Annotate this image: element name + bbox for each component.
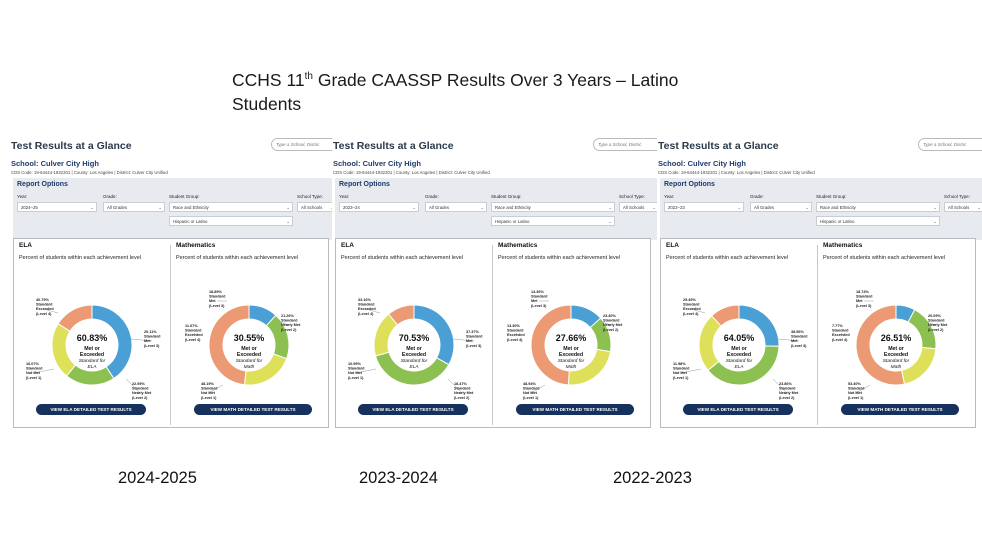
school-type-select[interactable]	[297, 202, 335, 212]
slice-annotation: Not Met	[348, 371, 362, 376]
chevron-down-icon: ⌄	[286, 205, 290, 210]
slice-annotation: (Level 2)	[281, 327, 297, 332]
school-type-select-value: All Schools	[623, 205, 645, 210]
slice-annotation: Not Met	[523, 391, 537, 396]
slice-annotation: Exceeded	[683, 307, 701, 312]
year-caption: 2024-2025	[118, 469, 197, 487]
slice-annotation: Standard	[848, 386, 865, 391]
slice-annotation: Standard	[928, 318, 945, 323]
grade-select[interactable]	[103, 202, 165, 212]
chevron-down-icon: ⌄	[412, 205, 416, 210]
year-select[interactable]	[339, 202, 419, 212]
slice-annotation: (Level 3)	[856, 303, 872, 308]
grade-label: Grade:	[103, 194, 117, 199]
student-group-select-value: Race and Ethnicity	[820, 205, 856, 210]
school-meta: CDS Code: 19-64444-1932201 | County: Los Angeles | District: Culver City Unified	[658, 170, 815, 175]
chevron-down-icon: ⌄	[737, 205, 741, 210]
chevron-down-icon: ⌄	[286, 219, 290, 224]
center-label: Exceeded	[883, 352, 909, 358]
slice-annotation: Nearly Met	[928, 323, 948, 328]
center-caption: Standard for	[400, 359, 428, 364]
slice-annotation: Standard	[673, 366, 690, 371]
center-label: Exceeded	[726, 352, 752, 358]
slice-annotation: Met	[209, 299, 216, 304]
slice-annotation: Exceeded	[358, 307, 376, 312]
slice-annotation: (Level 3)	[791, 343, 807, 348]
slice-annotation: 23.86%	[779, 382, 792, 386]
math-heading: Mathematics	[176, 242, 216, 249]
school-type-select-value: All Schools	[948, 205, 970, 210]
school-type-label: School Type:	[619, 194, 645, 199]
report-options	[660, 178, 982, 240]
student-group-select[interactable]	[491, 202, 615, 212]
slice-annotation: Standard	[209, 294, 226, 299]
slice-annotation: Met	[856, 299, 863, 304]
subgroup-select-value: Hispanic or Latino	[495, 219, 530, 224]
slice-annotation: Nearly Met	[281, 323, 301, 328]
slice-annotation: 13.30%	[507, 324, 520, 328]
view-ela-results-button[interactable]: VIEW ELA DETAILED TEST RESULTS	[683, 404, 793, 415]
center-caption: ELA	[87, 365, 97, 370]
center-caption: Standard for	[725, 359, 753, 364]
ela-donut-chart	[336, 261, 493, 421]
view-math-results-button[interactable]: VIEW MATH DETAILED TEST RESULTS	[516, 404, 634, 415]
search-input[interactable]: Type a School, Distric	[918, 138, 982, 151]
slice-annotation: (Level 4)	[185, 337, 201, 342]
center-caption: Math	[243, 365, 255, 370]
year-label: Year:	[17, 194, 28, 199]
grade-select[interactable]	[750, 202, 812, 212]
school-name: School: Culver City High	[333, 159, 421, 168]
slice-annotation: Standard	[603, 318, 620, 323]
grade-select[interactable]	[425, 202, 487, 212]
results-box	[13, 238, 329, 428]
donut-slice-level-1[interactable]	[58, 305, 92, 331]
chevron-down-icon: ⌄	[90, 205, 94, 210]
slice-annotation: (Level 1)	[848, 395, 864, 400]
center-percent: 27.66%	[555, 333, 587, 343]
donut-slice-level-2[interactable]	[52, 324, 75, 376]
slice-annotation: Met	[466, 339, 473, 344]
page-title: Test Results at a Glance	[333, 140, 454, 152]
slice-annotation: 38.56%	[791, 330, 804, 334]
slice-annotation: (Level 4)	[507, 337, 523, 342]
year-select[interactable]	[17, 202, 97, 212]
view-math-results-button[interactable]: VIEW MATH DETAILED TEST RESULTS	[841, 404, 959, 415]
slice-annotation: Nearly Met	[454, 391, 474, 396]
ela-donut-chart	[14, 261, 171, 421]
slice-annotation: (Level 2)	[454, 395, 470, 400]
center-caption: Standard for	[882, 359, 910, 364]
grade-label: Grade:	[750, 194, 764, 199]
donut-slice-level-1[interactable]	[531, 305, 571, 385]
slice-annotation: Met	[531, 299, 538, 304]
year-label: Year:	[339, 194, 350, 199]
chevron-down-icon: ⌄	[158, 205, 162, 210]
slice-annotation: Not Met	[201, 391, 215, 396]
center-label: Met or	[84, 346, 100, 352]
slice-annotation: 22.95%	[132, 382, 145, 386]
center-label: Exceeded	[236, 352, 262, 358]
student-group-select-value: Race and Ethnicity	[495, 205, 531, 210]
slice-annotation: 53.40%	[848, 382, 861, 386]
student-group-select-value: Race and Ethnicity	[173, 205, 209, 210]
report-options	[335, 178, 657, 240]
slice-annotation: Exceeded	[185, 333, 203, 338]
slice-annotation: 7.77%	[832, 324, 843, 328]
student-group-label: Student Group:	[491, 194, 522, 199]
slice-annotation: Standard	[832, 328, 849, 333]
slice-annotation: Standard	[132, 386, 149, 391]
center-caption: ELA	[734, 365, 744, 370]
slice-annotation: (Level 1)	[201, 395, 217, 400]
slide-title-prefix: CCHS 11	[232, 69, 305, 90]
slice-annotation: Standard	[856, 294, 873, 299]
center-caption: ELA	[409, 365, 419, 370]
slice-annotation: 23.40%	[603, 314, 616, 318]
slice-annotation: 21.26%	[281, 314, 294, 318]
slice-annotation: Standard	[185, 328, 202, 333]
slice-annotation: (Level 3)	[144, 343, 160, 348]
view-math-results-button[interactable]: VIEW MATH DETAILED TEST RESULTS	[194, 404, 312, 415]
year-select-value: 2023–24	[343, 205, 360, 210]
grade-label: Grade:	[425, 194, 439, 199]
slice-annotation: 16.07%	[26, 362, 39, 366]
center-label: Exceeded	[79, 352, 105, 358]
year-caption: 2023-2024	[359, 469, 438, 487]
slice-annotation: 18.47%	[454, 382, 467, 386]
results-box	[335, 238, 651, 428]
ela-subtitle: Percent of students within each achievement level	[341, 255, 463, 261]
slice-annotation: 18.74%	[856, 290, 869, 294]
slice-annotation: (Level 4)	[832, 337, 848, 342]
center-label: Met or	[563, 346, 579, 352]
slice-annotation: Standard	[348, 366, 365, 371]
student-group-label: Student Group:	[169, 194, 200, 199]
report-options	[13, 178, 335, 240]
search-input[interactable]: Type a School, Distric	[593, 138, 657, 151]
slice-annotation: 11.98%	[673, 362, 686, 366]
slice-annotation: (Level 3)	[531, 303, 547, 308]
slice-annotation: (Level 2)	[603, 327, 619, 332]
slice-annotation: Standard	[531, 294, 548, 299]
slice-annotation: (Level 1)	[348, 375, 364, 380]
slice-annotation: Nearly Met	[779, 391, 799, 396]
search-input[interactable]: Type a School, Distric	[271, 138, 335, 151]
report-options-heading: Report Options	[664, 181, 715, 188]
slice-annotation: Met	[144, 339, 151, 344]
results-panel	[10, 133, 335, 431]
slice-annotation: Standard	[26, 366, 43, 371]
slice-annotation: 37.37%	[466, 330, 479, 334]
donut-slice-level-1[interactable]	[209, 305, 249, 385]
subgroup-select[interactable]	[491, 216, 615, 226]
slice-annotation: 48.94%	[523, 382, 536, 386]
center-label: Met or	[731, 346, 747, 352]
slice-annotation: Standard	[791, 334, 808, 339]
slice-annotation: 10.95%	[348, 362, 361, 366]
chevron-down-icon: ⌄	[608, 219, 612, 224]
student-group-label: Student Group:	[816, 194, 847, 199]
slice-annotation: Standard	[201, 386, 218, 391]
view-ela-results-button[interactable]: VIEW ELA DETAILED TEST RESULTS	[358, 404, 468, 415]
slice-annotation: (Level 1)	[523, 395, 539, 400]
math-subtitle: Percent of students within each achievement level	[823, 255, 945, 261]
ela-subtitle: Percent of students within each achievement level	[19, 255, 141, 261]
slice-annotation: Not Met	[673, 371, 687, 376]
slice-annotation: Nearly Met	[603, 323, 623, 328]
slice-annotation: Exceeded	[507, 333, 525, 338]
page-title: Test Results at a Glance	[658, 140, 779, 152]
math-donut-chart	[818, 261, 975, 421]
slice-annotation: (Level 2)	[928, 327, 944, 332]
year-caption: 2022-2023	[613, 469, 692, 487]
math-heading: Mathematics	[498, 242, 538, 249]
slice-annotation: (Level 4)	[36, 311, 52, 316]
view-ela-results-button[interactable]: VIEW ELA DETAILED TEST RESULTS	[36, 404, 146, 415]
slice-annotation: Standard	[454, 386, 471, 391]
subgroup-select[interactable]	[169, 216, 293, 226]
slice-annotation: 14.36%	[531, 290, 544, 294]
school-meta: CDS Code: 19-64444-1932201 | County: Los Angeles | District: Culver City Unified	[11, 170, 168, 175]
math-heading: Mathematics	[823, 242, 863, 249]
student-group-select[interactable]	[169, 202, 293, 212]
page-title: Test Results at a Glance	[11, 140, 132, 152]
math-donut-chart	[493, 261, 650, 421]
center-caption: Standard for	[235, 359, 263, 364]
school-meta: CDS Code: 19-64444-1932201 | County: Los Angeles | District: Culver City Unified	[333, 170, 490, 175]
subgroup-select[interactable]	[816, 216, 940, 226]
school-type-label: School Type:	[297, 194, 323, 199]
slice-annotation: Standard	[683, 302, 700, 307]
slice-annotation: (Level 4)	[683, 311, 699, 316]
slice-annotation: 40.79%	[36, 298, 49, 302]
subgroup-select-value: Hispanic or Latino	[820, 219, 855, 224]
year-select[interactable]	[664, 202, 744, 212]
results-panel	[332, 133, 657, 431]
slice-annotation: (Level 1)	[26, 375, 42, 380]
center-label: Met or	[241, 346, 257, 352]
center-caption: Math	[890, 365, 902, 370]
ela-heading: ELA	[666, 242, 679, 249]
chevron-down-icon: ⌄	[652, 205, 656, 210]
donut-slice-level-2[interactable]	[699, 316, 721, 370]
grade-select-value: All Grades	[754, 205, 775, 210]
slide-title-sup: th	[304, 71, 313, 82]
slice-annotation: (Level 1)	[673, 375, 689, 380]
center-caption: Standard for	[557, 359, 585, 364]
math-subtitle: Percent of students within each achievement level	[176, 255, 298, 261]
slice-annotation: (Level 3)	[466, 343, 482, 348]
slice-annotation: (Level 2)	[779, 395, 795, 400]
school-name: School: Culver City High	[11, 159, 99, 168]
center-percent: 64.05%	[723, 333, 755, 343]
ela-heading: ELA	[341, 242, 354, 249]
slice-annotation: (Level 3)	[209, 303, 225, 308]
school-type-select[interactable]	[619, 202, 657, 212]
chevron-down-icon: ⌄	[805, 205, 809, 210]
year-select-value: 2022–23	[668, 205, 685, 210]
slice-annotation: 20.11%	[144, 330, 157, 334]
chevron-down-icon: ⌄	[480, 205, 484, 210]
chevron-down-icon: ⌄	[933, 219, 937, 224]
slice-annotation: Standard	[358, 302, 375, 307]
school-type-select[interactable]	[944, 202, 982, 212]
slice-annotation: Exceeded	[36, 307, 54, 312]
math-donut-chart	[171, 261, 328, 421]
chevron-down-icon: ⌄	[608, 205, 612, 210]
subgroup-select-value: Hispanic or Latino	[173, 219, 208, 224]
center-label: Exceeded	[401, 352, 427, 358]
slice-annotation: Standard	[779, 386, 796, 391]
results-box	[660, 238, 976, 428]
slice-annotation: Standard	[144, 334, 161, 339]
math-subtitle: Percent of students within each achievement level	[498, 255, 620, 261]
slide-title-rest: Grade CAASSP Results Over 3 Years – Latino	[312, 69, 679, 90]
slide-title	[232, 65, 772, 116]
school-type-select-value: All Schools	[301, 205, 323, 210]
center-percent: 30.55%	[233, 333, 265, 343]
report-options-heading: Report Options	[339, 181, 390, 188]
center-caption: Standard for	[78, 359, 106, 364]
slice-annotation: 48.19%	[201, 382, 214, 386]
slice-annotation: 33.16%	[358, 298, 371, 302]
slice-annotation: Not Met	[848, 391, 862, 396]
slice-annotation: Met	[791, 339, 798, 344]
slice-annotation: (Level 2)	[132, 395, 148, 400]
year-select-value: 2024–25	[21, 205, 38, 210]
ela-subtitle: Percent of students within each achievement level	[666, 255, 788, 261]
school-type-label: School Type:	[944, 194, 970, 199]
slice-annotation: 20.09%	[928, 314, 941, 318]
slice-annotation: 11.67%	[185, 324, 198, 328]
slice-annotation: 18.89%	[209, 290, 222, 294]
slide-title-line2: Students	[232, 93, 302, 114]
grade-select-value: All Grades	[107, 205, 128, 210]
slice-annotation: Standard	[507, 328, 524, 333]
grade-select-value: All Grades	[429, 205, 450, 210]
chevron-down-icon: ⌄	[977, 205, 981, 210]
center-label: Exceeded	[558, 352, 584, 358]
slice-annotation: Standard	[466, 334, 483, 339]
slice-annotation: Standard	[36, 302, 53, 307]
slice-annotation: Standard	[523, 386, 540, 391]
ela-donut-chart	[661, 261, 818, 421]
ela-heading: ELA	[19, 242, 32, 249]
slice-annotation: Standard	[281, 318, 298, 323]
slice-annotation: Nearly Met	[132, 391, 152, 396]
center-label: Met or	[406, 346, 422, 352]
year-label: Year:	[664, 194, 675, 199]
center-percent: 70.53%	[398, 333, 430, 343]
school-name: School: Culver City High	[658, 159, 746, 168]
center-label: Met or	[888, 346, 904, 352]
slice-annotation: 25.49%	[683, 298, 696, 302]
center-percent: 26.51%	[880, 333, 912, 343]
report-options-heading: Report Options	[17, 181, 68, 188]
center-caption: Math	[565, 365, 577, 370]
results-panel	[657, 133, 982, 431]
chevron-down-icon: ⌄	[933, 205, 937, 210]
slice-annotation: Exceeded	[832, 333, 850, 338]
slice-annotation: Not Met	[26, 371, 40, 376]
slice-annotation: (Level 4)	[358, 311, 374, 316]
center-percent: 60.83%	[76, 333, 108, 343]
student-group-select[interactable]	[816, 202, 940, 212]
